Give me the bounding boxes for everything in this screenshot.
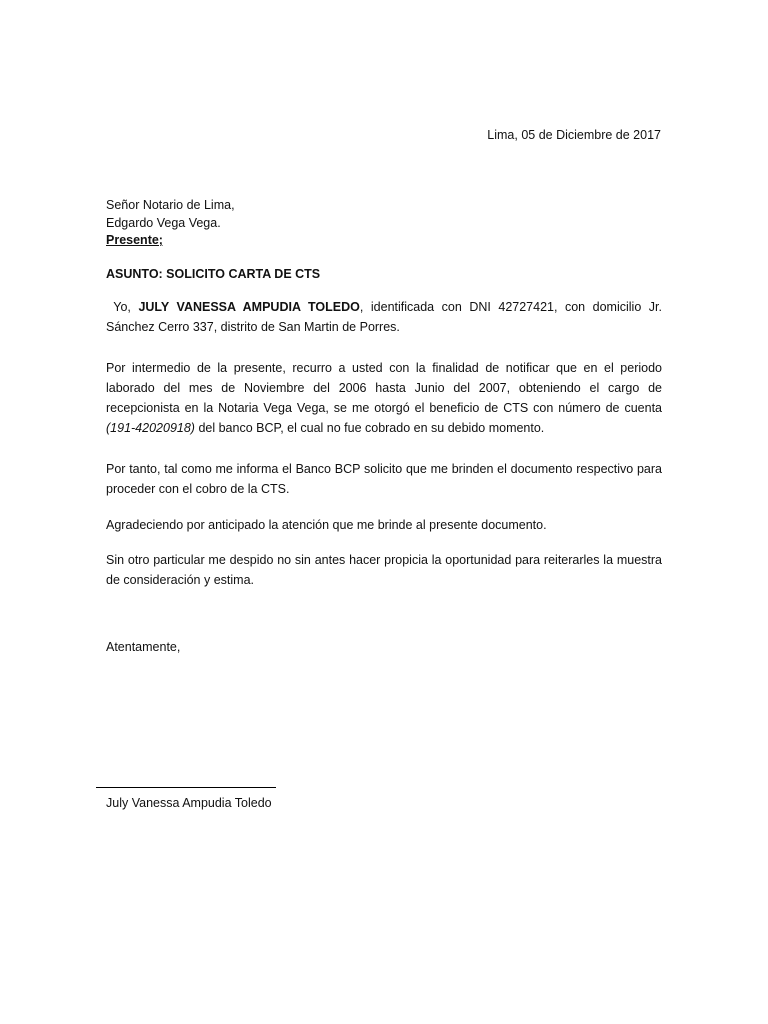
paragraph-thanks: Agradeciendo por anticipado la atención que me brinde al presente documento. [106, 518, 547, 532]
recipient-line-2: Edgardo Vega Vega. [106, 216, 221, 230]
paragraph-request-text: Por intermedio de la presente, recurro a usted con la finalidad de notificar que en el periodo laborado del mes de Noviembre del 2006 hasta Junio del 2007, obteniendo el cargo de recepcionista en la Notaria Vega Vega, se me otorgó el beneficio de CTS con número de cuenta [106, 361, 662, 415]
applicant-name: JULY VANESSA AMPUDIA TOLEDO [138, 300, 360, 314]
recipient-line-3: Presente; [106, 233, 163, 247]
paragraph-bank-request: Por tanto, tal como me informa el Banco BCP solicito que me brinden el documento respectivo para proceder con el cobro de la CTS. [106, 462, 662, 496]
signature-line [96, 787, 276, 788]
paragraph-request-rest: del banco BCP, el cual no fue cobrado en su debido momento. [194, 421, 545, 435]
closing: Atentamente, [106, 640, 181, 654]
paragraph-identification-rest: , identificada con DNI 42727421, con domicilio Jr. Sánchez Cerro 337, distrito de San Martin de Porres. [106, 300, 662, 334]
paragraph-farewell: Sin otro particular me despido no sin antes hacer propicia la oportunidad para reiterarles la muestra de consideración y estima. [106, 553, 662, 587]
letter-date: Lima, 05 de Diciembre de 2017 [487, 128, 661, 142]
paragraph-identification-prefix: Yo, [106, 300, 139, 314]
account-number: (191-42020918) [106, 421, 195, 435]
signature-name: July Vanessa Ampudia Toledo [106, 796, 272, 810]
recipient-line-1: Señor Notario de Lima, [106, 198, 235, 212]
paragraph-request-details [106, 358, 662, 438]
paragraph-identification [106, 297, 662, 337]
letter-subject: ASUNTO: SOLICITO CARTA DE CTS [106, 267, 321, 281]
